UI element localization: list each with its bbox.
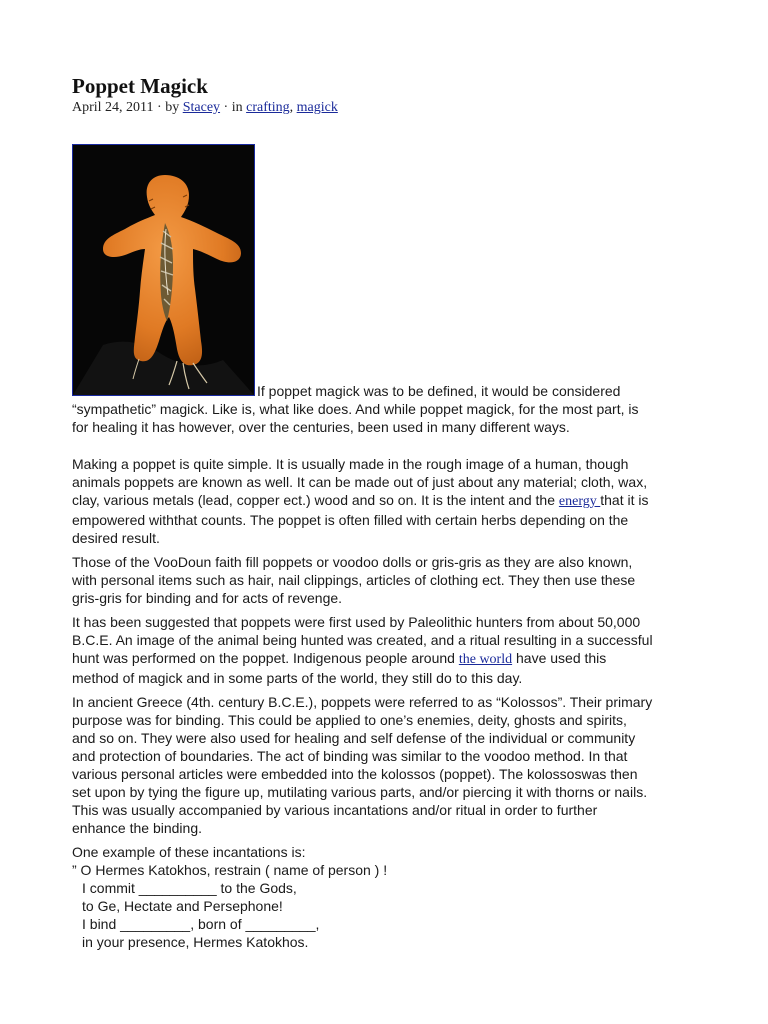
incantation-line: I commit __________ to the Gods, (82, 880, 297, 896)
category-link-crafting[interactable]: crafting (246, 100, 290, 115)
text-line: enhance the binding. (72, 820, 202, 836)
text-line: animals poppets are known as well. It can be made out of just about any material; cloth, wax, (72, 474, 648, 490)
poppet-doll-photo-icon (73, 145, 254, 395)
text-line: method of magick and in some parts of the world, they still do to this day. (72, 670, 523, 686)
text-span: clay, various metals (lead, copper ect.) wood and so on. It is the intent and the (72, 492, 559, 508)
the-world-link[interactable]: the world (458, 652, 513, 667)
meta-separator: , (289, 100, 297, 115)
paragraph-3 (72, 553, 702, 607)
text-line: It has been suggested that poppets were first used by Paleolithic hunters from about 50,000 (72, 614, 641, 630)
text-line: One example of these incantations is: (72, 844, 306, 860)
text-line: B.C.E. An image of the animal being hunted was created, and a ritual resulting in a successful (72, 632, 653, 648)
text-line: various personal articles were embedded into the kolossos (poppet). The kolossoswas then (72, 766, 638, 782)
text-line: This was usually accompanied by various incantations and/or ritual in order to further (72, 802, 598, 818)
text-span: hunt was performed on the poppet. Indigenous people around (72, 650, 459, 666)
text-line (72, 491, 702, 511)
text-line: Those of the VooDoun faith fill poppets or voodoo dolls or gris-gris as they are also known, (72, 554, 633, 570)
text-line (72, 649, 702, 669)
text-span: have used this (512, 650, 607, 666)
author-link[interactable]: Stacey (182, 100, 221, 115)
text-line: set upon by tying the figure up, mutilating various parts, and/or piercing it with thorns or nails. (72, 784, 648, 800)
text-line: and protection of boundaries. The act of binding was similar to the voodoo method. In that (72, 748, 628, 764)
category-link-magick[interactable]: magick (296, 100, 338, 115)
article-body (72, 382, 702, 951)
text-line: If poppet magick was to be defined, it would be considered (257, 383, 621, 399)
poppet-image[interactable] (72, 144, 255, 396)
text-span: that it is (600, 492, 649, 508)
text-line: for healing it has however, over the centuries, been used in many different ways. (72, 419, 570, 435)
text-line: with personal items such as hair, nail clippings, articles of clothing ect. They then use these (72, 572, 636, 588)
paragraph-5 (72, 693, 702, 837)
text-line: purpose was for binding. This could be applied to one’s enemies, deity, ghosts and spirits, (72, 712, 627, 728)
paragraph-6-incantation (72, 843, 702, 951)
incantation-line: I bind _________, born of _________, (82, 916, 320, 932)
text-line: “sympathetic” magick. Like is, what like does. And while poppet magick, for the most part, is (72, 401, 639, 417)
article-meta (72, 100, 338, 116)
text-line: and so on. They were also used for healing and self defense of the individual or community (72, 730, 636, 746)
energy-link[interactable]: energy (558, 494, 601, 509)
incantation-line: ” O Hermes Katokhos, restrain ( name of person ) ! (72, 862, 388, 878)
meta-by-text: · by (153, 100, 183, 115)
text-line: In ancient Greece (4th. century B.C.E.), poppets were referred to as “Kolossos”. Their primary (72, 694, 653, 710)
text-line: empowered withthat counts. The poppet is often filled with certain herbs depending on the (72, 512, 629, 528)
paragraph-4 (72, 613, 702, 687)
incantation-line: in your presence, Hermes Katokhos. (82, 934, 309, 950)
text-line: desired result. (72, 530, 160, 546)
paragraph-2 (72, 455, 702, 547)
text-line: gris-gris for binding and for acts of revenge. (72, 590, 343, 606)
meta-in-text: · in (220, 100, 247, 115)
paragraph-1 (72, 382, 702, 436)
incantation-line: to Ge, Hectate and Persephone! (82, 898, 283, 914)
text-line: Making a poppet is quite simple. It is usually made in the rough image of a human, though (72, 456, 629, 472)
article-title: Poppet Magick (72, 74, 208, 98)
post-date: April 24, 2011 (72, 100, 154, 115)
